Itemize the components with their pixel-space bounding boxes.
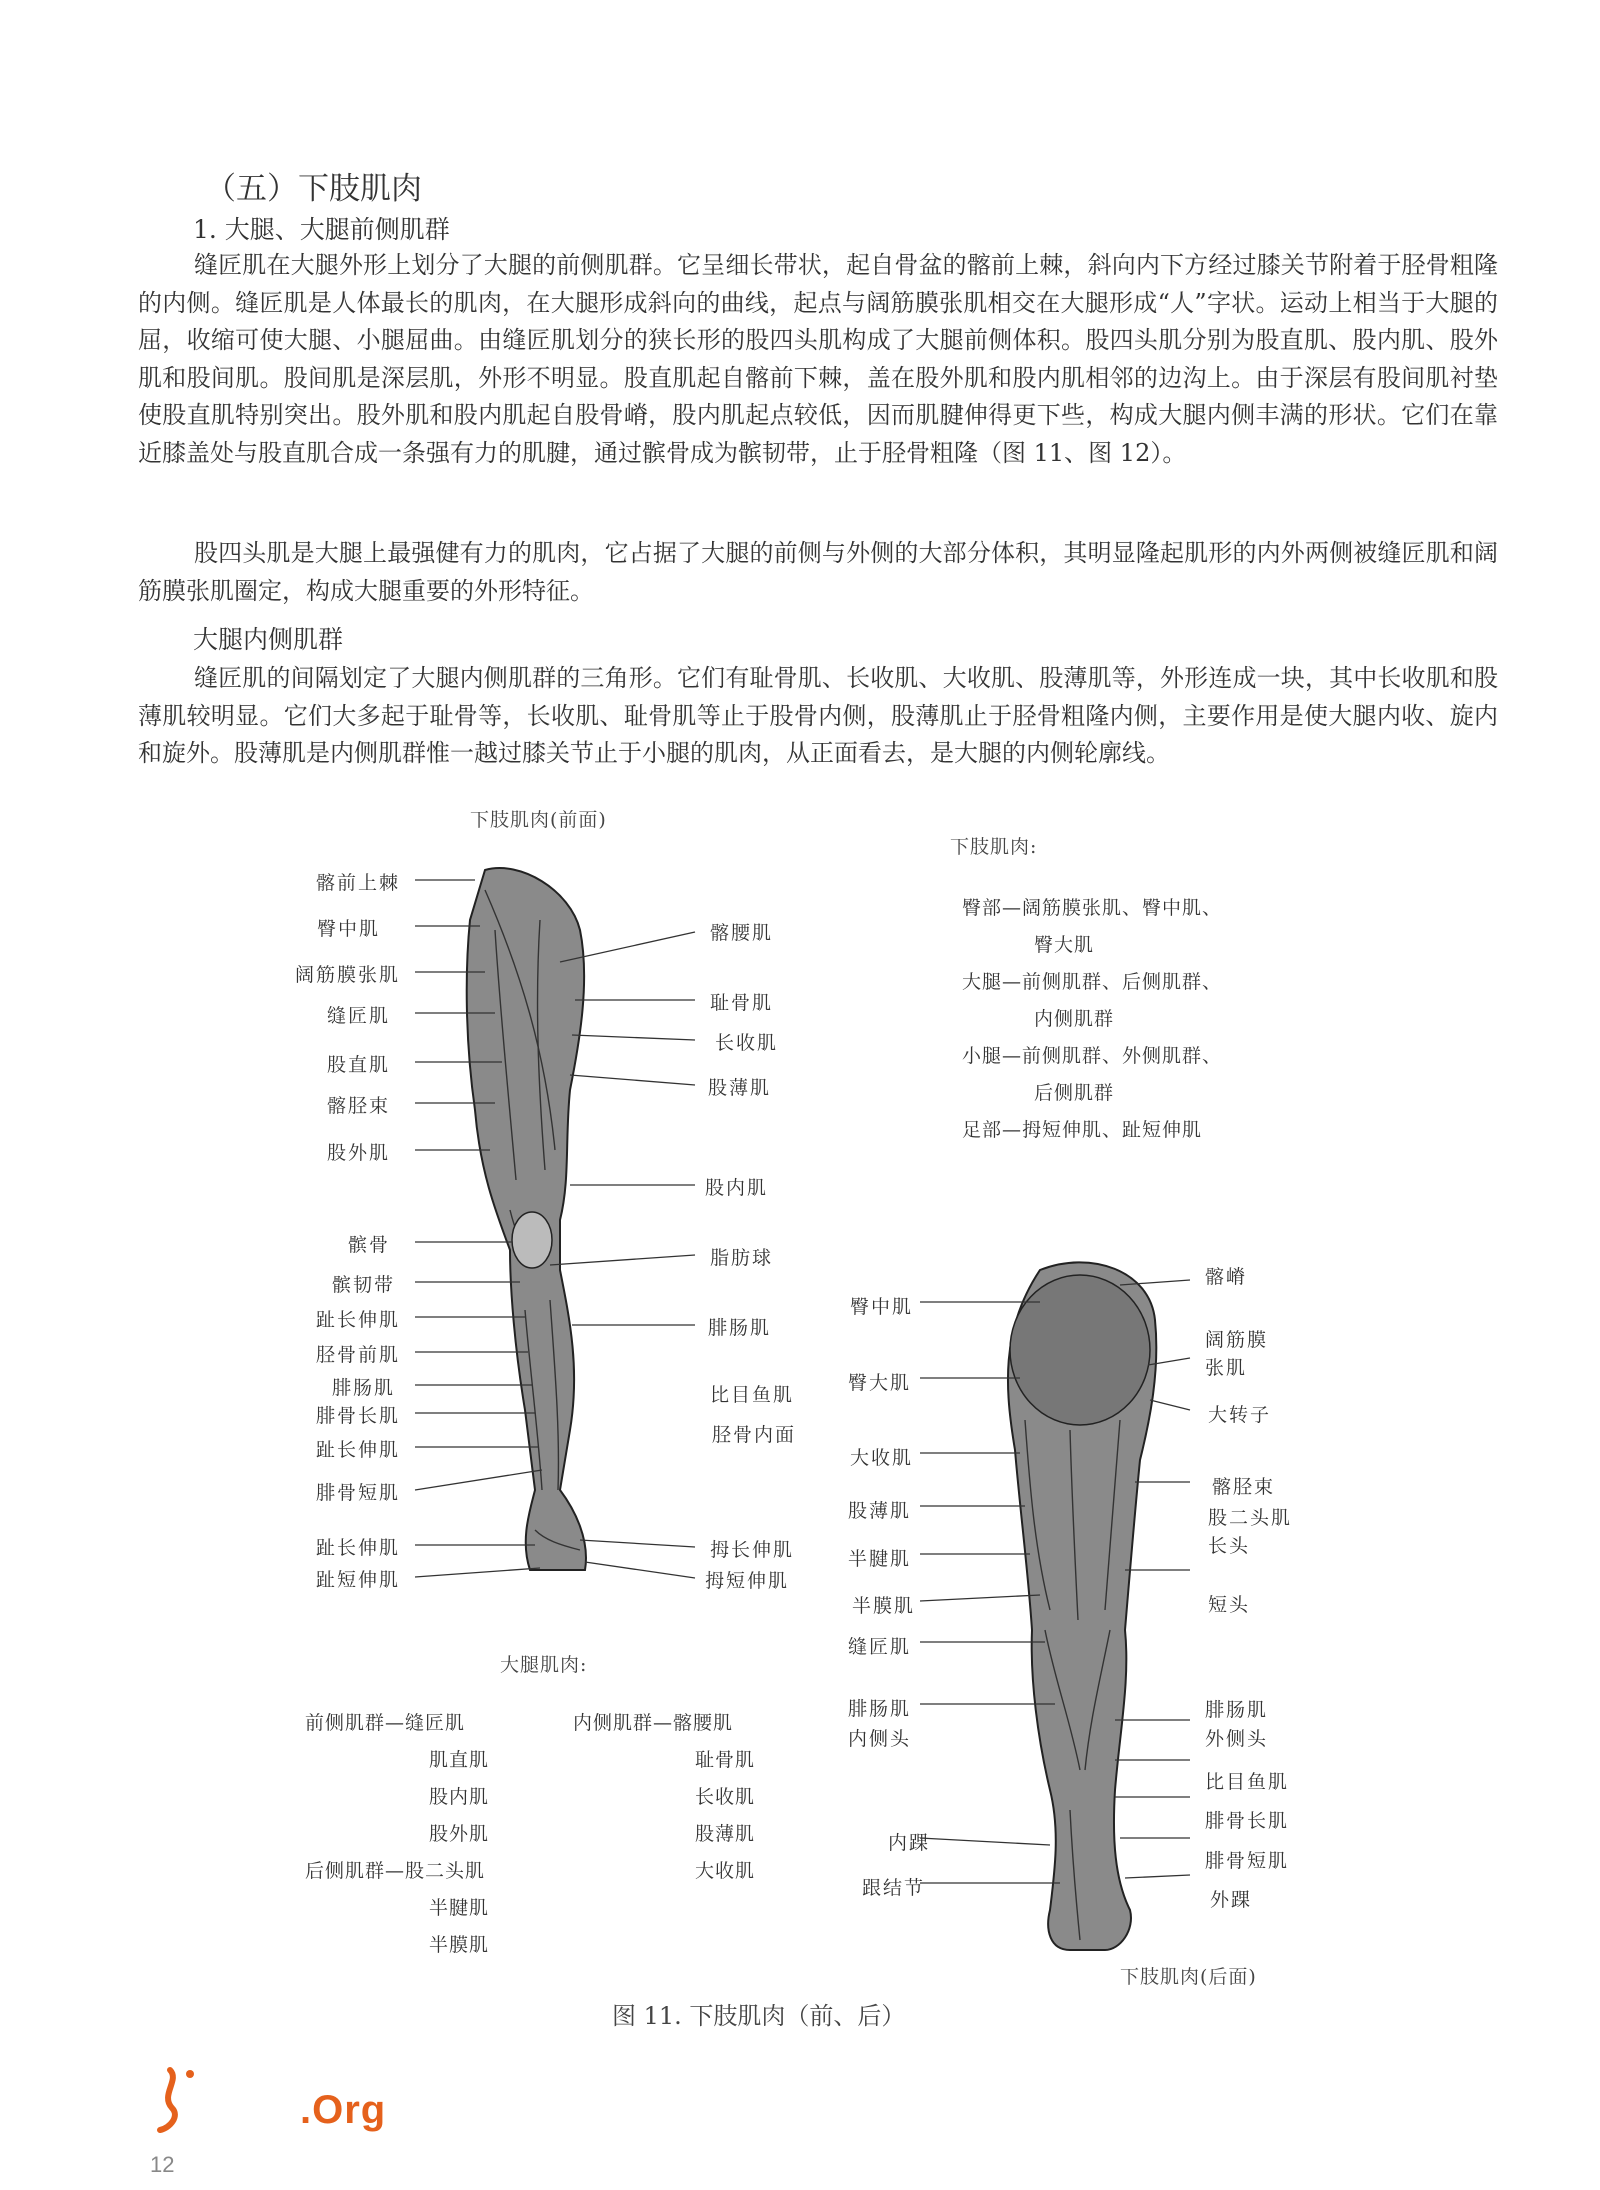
back-label-l3: 大收肌 [850, 1447, 914, 1469]
back-label-r11: 比目鱼肌 [1205, 1771, 1290, 1793]
front-label-16: 趾长伸肌 [315, 1537, 400, 1559]
back-label-l11: 跟结节 [862, 1877, 926, 1899]
thigh-list-row: 半腱肌 [429, 1897, 490, 1919]
front-label-r9: 胫骨内面 [712, 1424, 797, 1446]
thigh-list-row: 耻骨肌 [695, 1749, 756, 1771]
paragraph-3: 缝匠肌的间隔划定了大腿内侧肌群的三角形。它们有耻骨肌、长收肌、大收肌、股薄肌等，外形连成一块，其中长收肌和股薄肌较明显。它们大多起于耻骨等，长收肌、耻骨肌等止于股骨内侧，股薄肌止于胫骨粗隆内侧，主要作用是使大腿内收、旋内和旋外。股薄肌是内侧肌群惟一越过膝关节止于小腿的肌肉，从正面看去，是大腿的内侧轮廓线。 [138, 664, 1498, 767]
front-label-11: 胫骨前肌 [315, 1344, 400, 1366]
thigh-list-row: 大收肌 [695, 1860, 756, 1882]
front-label-3: 阔筋膜张肌 [294, 964, 400, 986]
front-label-15: 腓骨短肌 [315, 1482, 400, 1504]
thigh-list-row: 内侧肌群—髂腰肌 [573, 1712, 734, 1734]
front-label-8: 髌骨 [347, 1234, 390, 1256]
back-label-r1: 髂嵴 [1205, 1266, 1248, 1288]
front-label-5: 股直肌 [326, 1054, 390, 1076]
front-label-9: 髌韧带 [331, 1274, 395, 1296]
back-label-l1: 臀中肌 [850, 1296, 914, 1318]
back-figure-title: 下肢肌肉(后面) [1120, 1966, 1257, 1988]
thigh-list-row: 后侧肌群—股二头肌 [305, 1860, 486, 1882]
thigh-list-col2 [573, 1705, 755, 1890]
front-label-r8: 比目鱼肌 [710, 1384, 795, 1406]
back-label-r14: 外踝 [1210, 1889, 1253, 1911]
thigh-list-row: 肌直肌 [429, 1749, 490, 1771]
figure-caption: 图 11. 下肢肌肉（前、后） [612, 2002, 906, 2030]
page-number: 12 [150, 2152, 175, 2177]
thigh-list-title: 大腿肌肉: [500, 1654, 588, 1676]
limb-list-row: 小腿—前侧肌群、外侧肌群、 [962, 1045, 1223, 1067]
thigh-list-row: 股外肌 [429, 1823, 490, 1845]
thigh-list-col1 [305, 1705, 489, 1964]
thigh-list-row: 长收肌 [695, 1786, 756, 1808]
front-label-7: 股外肌 [326, 1142, 390, 1164]
back-label-r9: 腓肠肌 [1205, 1699, 1269, 1721]
paragraph-1: 缝匠肌在大腿外形上划分了大腿的前侧肌群。它呈细长带状，起自骨盆的髂前上棘，斜向内下方经过膝关节附着于胫骨粗隆的内侧。缝匠肌是人体最长的肌肉，在大腿形成斜向的曲线，起点与阔筋膜张肌相交在大腿形成“人”字状。运动上相当于大腿的屈，收缩可使大腿、小腿屈曲。由缝匠肌划分的狭长形的股四头肌构成了大腿前侧体积。股四头肌分别为股直肌、股内肌、股外肌和股间肌。股间肌是深层肌，外形不明显。股直肌起自髂前下棘，盖在股外肌和股内肌相邻的边沟上。由于深层有股间肌衬垫使股直肌特别突出。股外肌和股内肌起自股骨嵴，股内肌起点较低，因而肌腱伸得更下些，构成大腿内侧丰满的形状。它们在靠近膝盖处与股直肌合成一条强有力的肌腱，通过髌骨成为髌韧带，止于胫骨粗隆（图 11、图 12）。 [138, 251, 1498, 467]
front-label-r11: 拇短伸肌 [705, 1570, 790, 1592]
front-label-4: 缝匠肌 [326, 1005, 390, 1027]
back-label-r13: 腓骨短肌 [1205, 1850, 1290, 1872]
thigh-list-row: 股内肌 [429, 1786, 490, 1808]
back-label-r5: 髂胫束 [1212, 1476, 1276, 1498]
back-label-r6: 股二头肌 [1208, 1507, 1293, 1529]
back-label-r4: 大转子 [1208, 1404, 1272, 1426]
limb-list-row: 内侧肌群 [1034, 1008, 1115, 1030]
back-label-r12: 腓骨长肌 [1205, 1810, 1290, 1832]
back-label-l6: 半膜肌 [852, 1595, 916, 1617]
front-figure-title: 下肢肌肉(前面) [470, 809, 607, 831]
limb-list-row: 后侧肌群 [1034, 1082, 1115, 1104]
limb-list [962, 890, 1222, 1149]
back-label-l8: 腓肠肌 [848, 1698, 912, 1720]
back-label-l4: 股薄肌 [848, 1500, 912, 1522]
back-label-l9: 内侧头 [848, 1728, 912, 1750]
back-label-l5: 半腱肌 [848, 1548, 912, 1570]
front-label-r6: 脂肪球 [710, 1247, 774, 1269]
back-label-r8: 短头 [1208, 1594, 1251, 1616]
limb-list-row: 臀大肌 [1034, 934, 1095, 956]
front-label-r3: 长收肌 [715, 1032, 779, 1054]
front-label-r10: 拇长伸肌 [710, 1539, 795, 1561]
front-label-6: 髂胫束 [326, 1095, 390, 1117]
back-label-l2: 臀大肌 [848, 1372, 912, 1394]
paragraph-2: 股四头肌是大腿上最强健有力的肌肉，它占据了大腿的前侧与外侧的大部分体积，其明显隆起肌形的内外两侧被缝匠肌和阔筋膜张肌圈定，构成大腿重要的外形特征。 [138, 539, 1498, 605]
thigh-list-row: 半膜肌 [429, 1934, 490, 1956]
back-label-l10: 内踝 [888, 1832, 931, 1854]
logo-text: .Org [300, 2088, 387, 2132]
front-label-r4: 股薄肌 [708, 1077, 772, 1099]
front-label-r7: 腓肠肌 [708, 1317, 772, 1339]
limb-list-row: 臀部—阔筋膜张肌、臀中肌、 [962, 897, 1223, 919]
limb-list-row: 大腿—前侧肌群、后侧肌群、 [962, 971, 1223, 993]
limb-list-row: 足部—拇短伸肌、趾短伸肌 [962, 1119, 1203, 1141]
back-label-r3: 张肌 [1205, 1357, 1248, 1379]
subheading-thigh-anterior: 1. 大腿、大腿前侧肌群 [193, 215, 450, 244]
section-title: （五）下肢肌肉 [205, 171, 422, 207]
front-label-2: 臀中肌 [316, 918, 380, 940]
front-label-12: 腓肠肌 [331, 1377, 395, 1399]
front-label-17: 趾短伸肌 [315, 1569, 400, 1591]
back-label-r7: 长头 [1208, 1535, 1251, 1557]
front-label-r1: 髂腰肌 [710, 922, 774, 944]
subheading-thigh-medial: 大腿内侧肌群 [193, 625, 344, 654]
front-label-1: 髂前上棘 [315, 872, 400, 894]
logo-mark-icon [150, 2060, 210, 2140]
limb-list-title: 下肢肌肉: [950, 836, 1038, 858]
front-label-r5: 股内肌 [705, 1177, 769, 1199]
front-label-14: 趾长伸肌 [315, 1439, 400, 1461]
back-label-r10: 外侧头 [1205, 1728, 1269, 1750]
back-label-r2: 阔筋膜 [1205, 1329, 1269, 1351]
front-label-10: 趾长伸肌 [315, 1309, 400, 1331]
thigh-list-row: 股薄肌 [695, 1823, 756, 1845]
front-label-13: 腓骨长肌 [315, 1405, 400, 1427]
front-label-r2: 耻骨肌 [710, 992, 774, 1014]
back-label-l7: 缝匠肌 [848, 1636, 912, 1658]
thigh-list-row: 前侧肌群—缝匠肌 [305, 1712, 466, 1734]
